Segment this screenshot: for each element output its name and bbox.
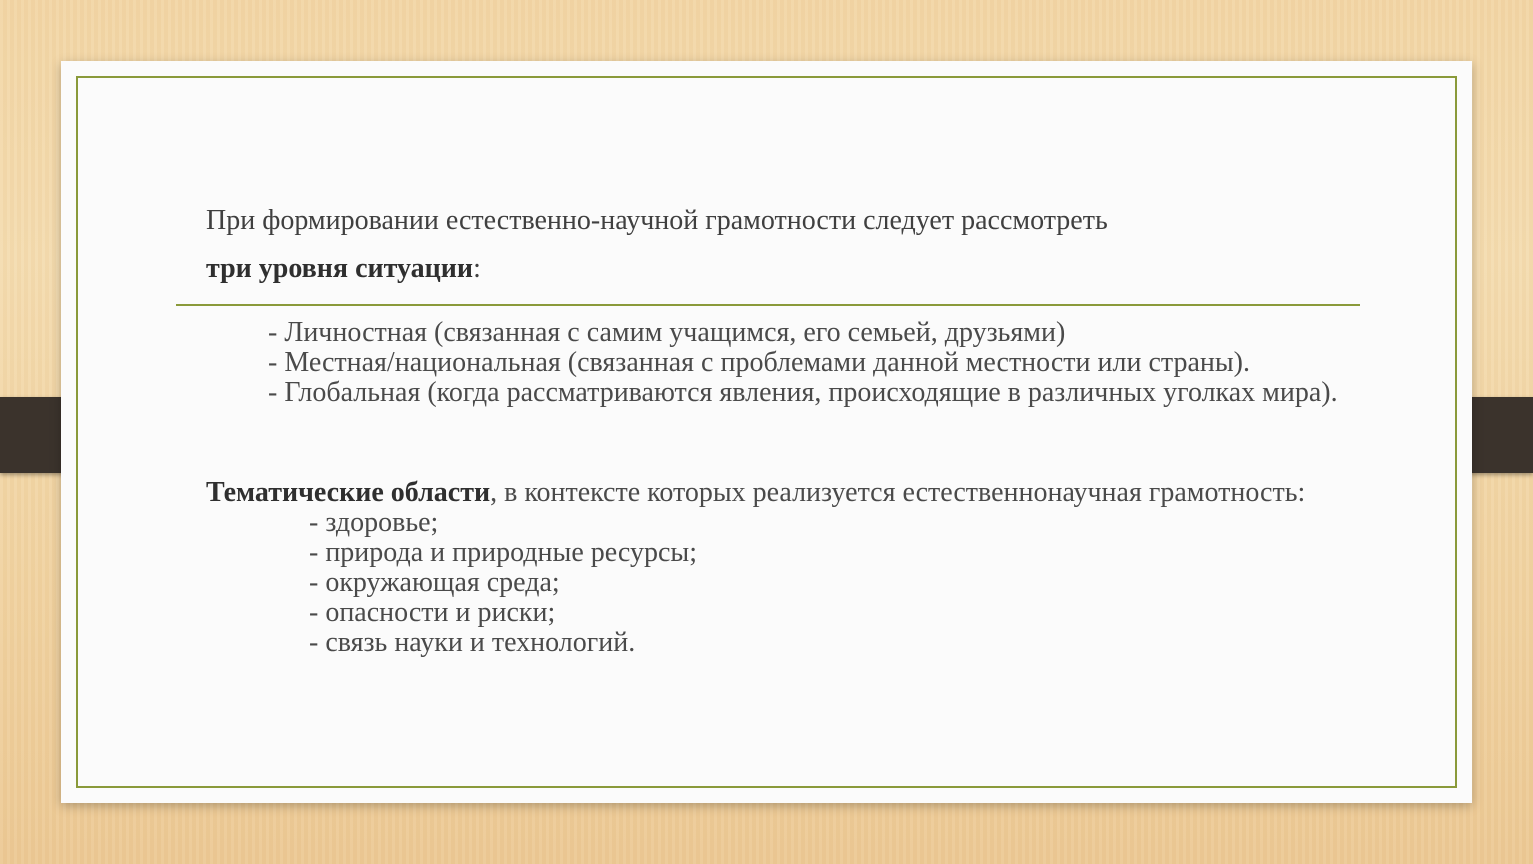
topic-item-risks: - опасности и риски; xyxy=(309,597,556,628)
topic-item-health: - здоровье; xyxy=(309,507,439,538)
divider-line xyxy=(176,304,1360,306)
topic-item-environment: - окружающая среда; xyxy=(309,567,560,598)
intro-colon: : xyxy=(473,253,481,284)
intro-bold-text: три уровня ситуации xyxy=(206,253,474,284)
topics-block xyxy=(206,478,1336,658)
intro-levels-line xyxy=(206,245,1326,293)
slide-card xyxy=(61,61,1472,803)
level-item-personal: - Личностная (связанная с самим учащимся, его семьей, друзьями) xyxy=(268,317,1066,348)
topic-item-nature: - природа и природные ресурсы; xyxy=(309,537,697,568)
topics-bold-text: Тематические области xyxy=(206,477,491,508)
topics-heading-rest: , в контексте которых реализуется естественнонаучная грамотность: xyxy=(490,477,1306,508)
levels-list xyxy=(268,318,1378,408)
intro-text xyxy=(206,197,1326,293)
topics-list xyxy=(309,508,1336,658)
intro-line: При формировании естественно-научной грамотности следует рассмотреть xyxy=(206,205,1108,236)
topics-heading xyxy=(206,478,1336,508)
topic-item-science-tech: - связь науки и технологий. xyxy=(309,627,636,658)
slide-frame-border xyxy=(76,76,1457,788)
level-item-global: - Глобальная (когда рассматриваются явления, происходящие в различных уголках мира). xyxy=(268,377,1338,408)
level-item-local: - Местная/национальная (связанная с проблемами данной местности или страны). xyxy=(268,347,1251,378)
